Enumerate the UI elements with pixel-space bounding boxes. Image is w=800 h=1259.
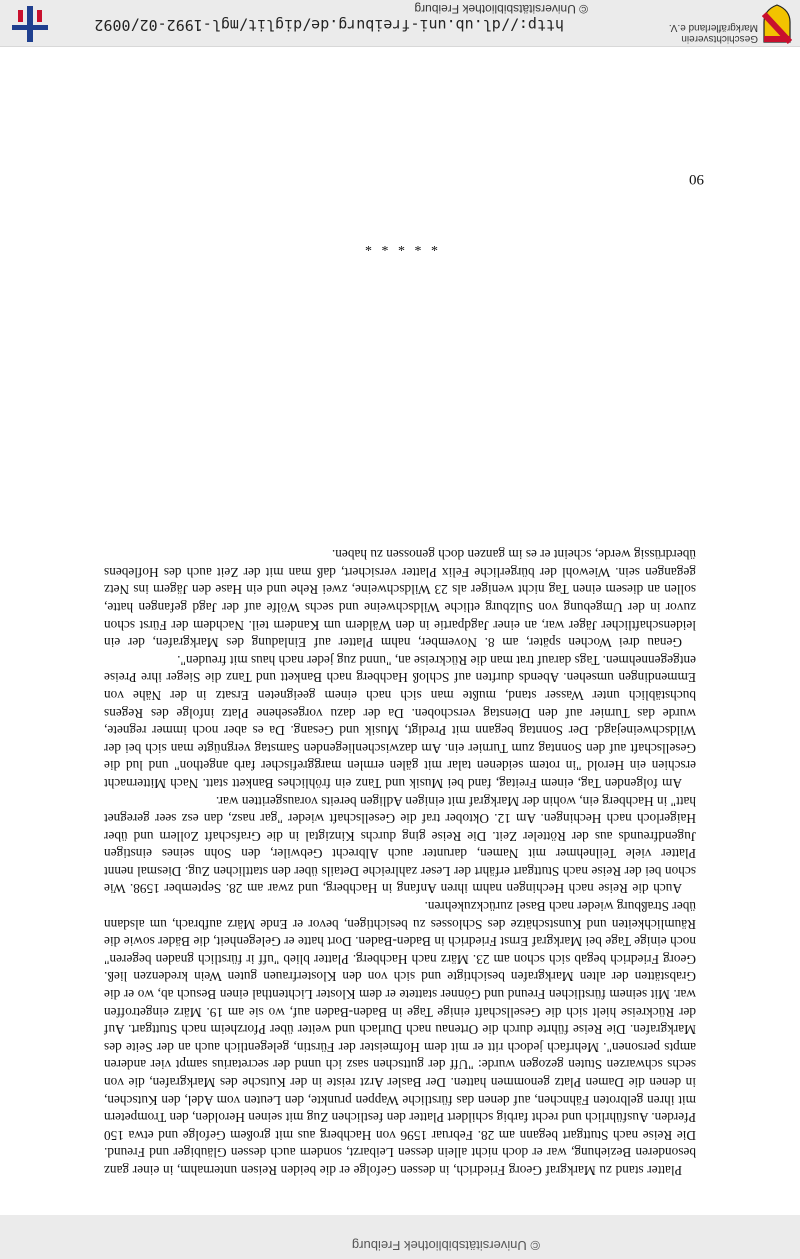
- footer-bleed-copyright: © Universitätsbibliothek Freiburg: [351, 1238, 540, 1253]
- header-bar: [0, 0, 800, 47]
- document-url[interactable]: http://dl.ub.uni-freiburg.de/diglit/mgl-1992-02/0092: [94, 16, 564, 34]
- paragraph: Genau drei Wochen später, am 8. November, nahm Platter auf Einladung des Markgrafen, der ein leidenschaftlicher Jäger war, an einer Jagdpartie in den Wäldern um Kandern teil. Nachdem der Fürst schon zuvor in der Umgebung von Sulzburg etliche Wildschweine und sechs Wölfe auf der Jagd gefangen hatte, sollen an diesem einen Tag nicht weniger als 23 Wildschweine, zwei Rehe und ein Hase den Jägern ins Netz gegangen sein. Wiewohl der bürgerliche Felix Platter versichert, daß man mit der Zeit auch des Hoflebens überdrüssig werde, scheint er es im ganzen doch genossen zu haben.: [104, 547, 696, 651]
- footer-bleed-bar: [0, 1215, 800, 1259]
- paragraph: Am folgenden Tag, einem Freitag, fand bei Musik und Tanz ein fröhliches Bankett statt. Nach Mitternacht erschien ein Herold "in rotem seidenen talar mit gälen ermlen marggrefischer farb angethon" und lud die Gesellschaft auf den Sonntag zum Turnier ein. Am dazwischenliegenden Samstag vergnügte man sich bei der Wildschweinejagd. Der Sonntag begann mit Predigt, Musik und Gesang. Da es aber noch immer regnete, wurde das Turnier auf den Dienstag verschoben. Da der dazu vorgesehene Platz infolge des Regens buchstäblich unter Wasser stand, mußte man sich nach einem geeigneten Ersatz in der Nähe von Emmendingen umsehen. Abends durften auf Schloß Hachberg nach Bankett und Tanz die Sieger ihre Preise entgegennehmen. Tags darauf trat man die Rückreise an, "unnd zug jeder nach haus mit freuden".: [104, 652, 696, 791]
- section-separator: * * * * *: [362, 238, 438, 253]
- university-library-logo-icon: [12, 6, 48, 42]
- society-name: Geschichtsverein Markgräflerland e.V.: [668, 22, 758, 44]
- copyright-notice: © Universitätsbibliothek Freiburg: [414, 2, 588, 16]
- page-number: 90: [689, 171, 704, 187]
- paragraph: Auch die Reise nach Hechingen nahm ihren Anfang in Hachberg, und zwar am 28. September 1598. Wie schon bei der Reise nach Stuttgart erfährt der Leser zahlreiche Details über den stattlichen Zug. Diesmal nennt Platter viele Teilnehmer mit Namen, darunter auch Albrecht Gebwiler, den Sohn seines einstigen Jugendfreunds aus der Rötteler Zeit. Die Reise ging durchs Kinzigtal in die Grafschaft Zollern und über Haigerloch nach Hechingen. Am 12. Oktober traf die Gesellschaft wieder "gar nasz, dan esz seer geregnet hatt" in Hachberg ein, wohin der Markgraf mit einigen Adligen bereits vorausgeritten war.: [104, 793, 696, 897]
- paragraph: Platter stand zu Markgraf Georg Friedrich, in dessen Gefolge er die beiden Reisen unternahm, in einer ganz besonderen Beziehung, war er doch nicht allein dessen Leibarzt, sondern auch dessen Gläubiger und Freund. Die Reise nach Stuttgart begann am 28. Februar 1596 von Hachberg aus mit großem Gefolge und etwa 150 Pferden. Ausführlich und recht farbig schildert Platter den festlichen Zug mit seinen Herolden, den Trompetern mit ihren gelbroten Fähnchen, auf denen das fürstliche Wappen prunkte, den Leuten vom Adel, den Kutschen, in denen die Damen Platz genommen hatten. Der Basler Arzt reiste in der Kutsche des Markgrafen, die von sechs schwarzen Stuten gezogen wurde: "Uff der guttschen sasz ich unnd der secretarius sampt vier anderen ampts personen". Mehrfach jedoch ritt er mit dem Hofmeister der Fürstin, gelegentlich auch an der Seite des Markgrafen. Die Reise führte durch die Ortenau nach Durlach und weiter über Pforzheim nach Stuttgart. Auf der Rückreise hielt sich die Gesellschaft einige Tage in Baden-Baden auf, wo sie am 19. März eingetroffen war. Mit seinem fürstlichen Freund und Gönner stattete er dem Kloster Lichtenthal einen Besuch ab, wo er die Grabstätten der alten Markgrafen besichtigte und sich von den Klosterfrauen guten Wein kredenzen ließ. Georg Friedrich begab sich schon am 23. März nach Hachberg. Platter blieb "uff ir fürstlich gnaden begeren" noch einige Tage bei Markgraf Ernst Friedrich in Baden-Baden. Dort hatte er Gelegenheit, die Bäder sowie die Räumlichkeiten und Kunstschätze des Schlosses zu besichtigen, bevor er Ende März aufbrach, um alsdann über Straßburg wieder nach Basel zurückzukehren.: [104, 899, 696, 1178]
- body-text: [104, 546, 696, 1179]
- coat-of-arms-icon: [762, 4, 792, 44]
